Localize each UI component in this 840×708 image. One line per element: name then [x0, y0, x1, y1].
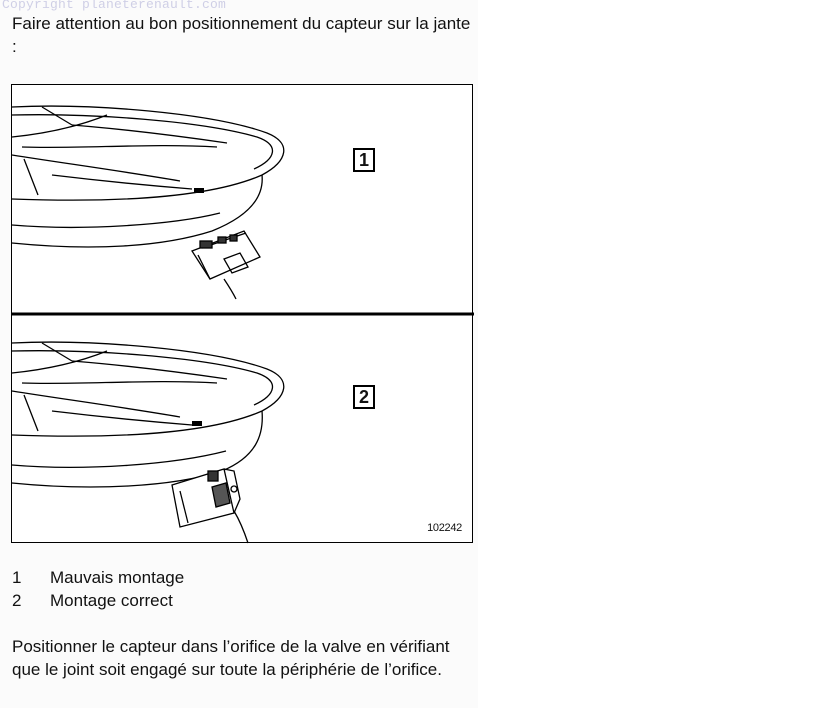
sensor-incorrect — [192, 231, 260, 299]
closing-paragraph: Positionner le capteur dans l’orifice de la valve en vérifiant que le joint soit engagé sur toute la périphérie de l’orifice. — [12, 637, 450, 679]
intro-paragraph: Faire attention au bon positionnement du capteur sur la jante : — [12, 14, 471, 56]
figure-legend — [12, 566, 184, 612]
panel-2-label: 2 — [353, 385, 375, 409]
legend-text: Mauvais montage — [50, 568, 185, 587]
legend-text: Montage correct — [50, 591, 173, 610]
legend-number: 2 — [12, 591, 22, 610]
panel-1-drawing — [12, 106, 284, 299]
copyright-watermark: Copyright planeterenault.com — [2, 0, 227, 12]
wheel-rim-illustration — [12, 85, 474, 544]
legend-item — [12, 566, 184, 589]
panel-1-label: 1 — [353, 148, 375, 172]
sensor-mounting-figure — [11, 84, 473, 543]
figure-reference-number: 102242 — [427, 522, 462, 534]
panel-2-drawing — [12, 342, 284, 543]
legend-item — [12, 589, 184, 612]
legend-number: 1 — [12, 568, 22, 587]
